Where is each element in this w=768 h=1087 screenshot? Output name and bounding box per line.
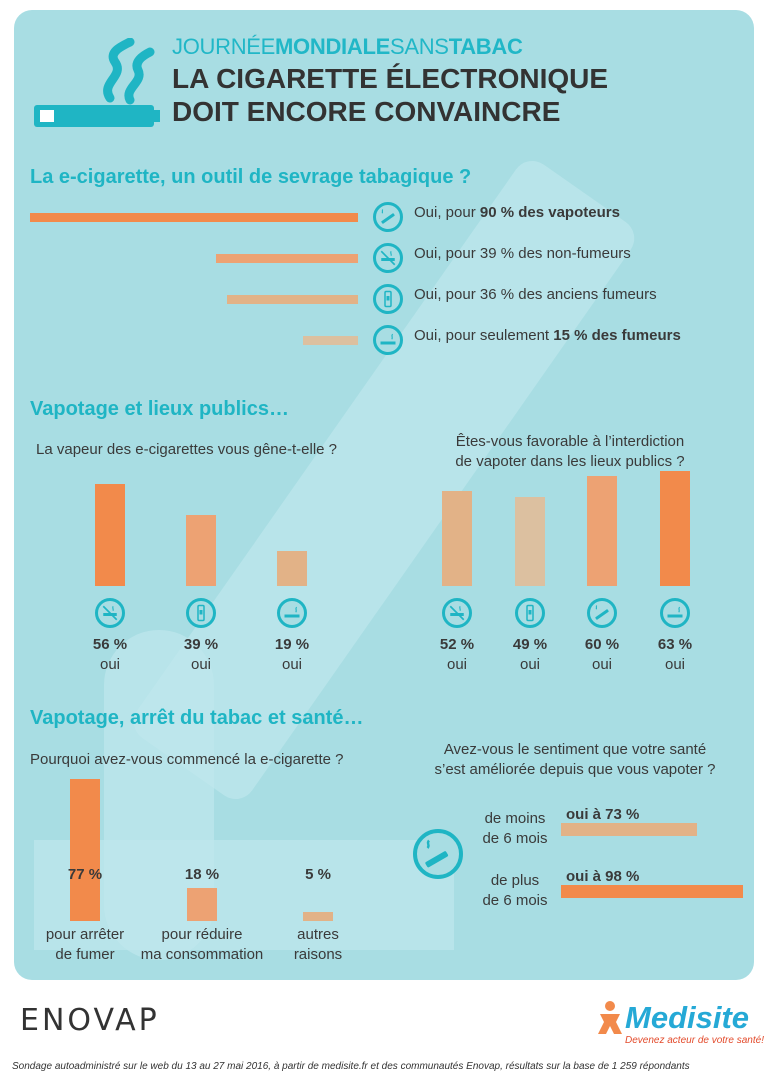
- health-value-label: oui à 98 %: [566, 868, 640, 885]
- svg-text:ENOVAP: ENOVAP: [20, 1003, 160, 1036]
- reason-caption-line: de fumer: [55, 946, 115, 963]
- sevrage-label: [414, 204, 620, 221]
- e-cigarette-icon: [373, 202, 403, 232]
- reason-caption-line: pour arrêter: [45, 926, 125, 943]
- patch-icon: [186, 598, 216, 628]
- lieux-bar: [660, 471, 690, 586]
- health-bar: [561, 823, 697, 836]
- reason-bar: [70, 779, 100, 921]
- lieux-bar: [95, 484, 125, 586]
- lieux-bar: [442, 491, 472, 586]
- section-heading-sevrage: La e-cigarette, un outil de sevrage tabagique ?: [30, 166, 472, 188]
- sevrage-bar: [303, 336, 358, 345]
- cigarette-icon: [373, 325, 403, 355]
- sevrage-label-text: Oui, pour 39 % des non-fumeurs: [414, 245, 631, 262]
- lieux-bar: [587, 476, 617, 586]
- lieux-pct-label: 52 %: [439, 636, 475, 653]
- section-heading-lieux-publics: Vapotage et lieux publics…: [30, 398, 289, 420]
- lieux-oui-label: oui: [281, 656, 303, 673]
- campaign-kicker: JOURNÉEMONDIALESANSTABAC: [172, 34, 523, 59]
- question-interdiction: Êtes-vous favorable à l’interdiction de vapoter dans les lieux publics ?: [455, 433, 685, 470]
- lieux-pct-label: 63 %: [657, 636, 693, 653]
- health-caption-line: de 6 mois: [482, 892, 548, 909]
- sevrage-label: [414, 286, 657, 303]
- health-caption-line: de moins: [484, 810, 546, 827]
- e-cigarette-icon: [587, 598, 617, 628]
- reason-caption-line: raisons: [293, 946, 343, 963]
- lieux-oui-label: oui: [446, 656, 468, 673]
- reason-pct-label: 5 %: [305, 866, 331, 883]
- cigarette-icon: [660, 598, 690, 628]
- reason-caption-line: autres: [297, 926, 339, 943]
- health-bar: [561, 885, 743, 898]
- lieux-oui-label: oui: [591, 656, 613, 673]
- sevrage-bar: [30, 213, 358, 222]
- sevrage-label-text: Oui, pour seulement: [414, 327, 554, 344]
- reason-caption-line: pour réduire: [161, 926, 243, 943]
- question-pourquoi: Pourquoi avez-vous commencé la e-cigarette ?: [30, 751, 344, 768]
- lieux-bar: [277, 551, 307, 586]
- health-caption-line: de plus: [490, 872, 540, 889]
- lieux-bar: [515, 497, 545, 586]
- lieux-oui-label: oui: [190, 656, 212, 673]
- sevrage-label-text: Oui, pour 36 % des anciens fumeurs: [414, 286, 657, 303]
- sevrage-label: [414, 245, 631, 262]
- sevrage-bar: [227, 295, 358, 304]
- e-cigarette-icon: [413, 829, 463, 879]
- health-caption: [470, 871, 560, 911]
- health-caption-line: de 6 mois: [482, 830, 548, 847]
- survey-source-note: Sondage autoadministré sur le web du 13 au 27 mai 2016, à partir de medisite.fr et des communautés Enovap, résultats sur la base de 1 259 répondants: [12, 1061, 690, 1072]
- no-smoking-icon: [442, 598, 472, 628]
- patch-icon: [515, 598, 545, 628]
- lieux-oui-label: oui: [664, 656, 686, 673]
- lieux-pct-label: 19 %: [274, 636, 310, 653]
- sevrage-bar: [216, 254, 358, 263]
- lieux-pct-label: 49 %: [512, 636, 548, 653]
- page-title: LA CIGARETTE ÉLECTRONIQUE DOIT ENCORE CONVAINCRE: [172, 63, 609, 127]
- no-smoking-icon: [373, 243, 403, 273]
- reason-caption: [248, 925, 388, 965]
- section-heading-sante: Vapotage, arrêt du tabac et santé…: [30, 707, 364, 729]
- no-smoking-icon: [95, 598, 125, 628]
- reason-bar: [303, 912, 333, 921]
- question-sante: Avez-vous le sentiment que votre santé s’est améliorée depuis que vous vapoter ?: [434, 741, 716, 778]
- reason-caption-line: ma consommation: [140, 946, 264, 963]
- medisite-tagline: Devenez acteur de votre santé!: [625, 1035, 764, 1046]
- medisite-logo: Medisite: [625, 1000, 750, 1035]
- patch-icon: [373, 284, 403, 314]
- lieux-oui-label: oui: [519, 656, 541, 673]
- question-gene: La vapeur des e-cigarettes vous gêne-t-elle ?: [36, 441, 338, 458]
- sevrage-label: [414, 327, 681, 344]
- health-value-label: oui à 73 %: [566, 806, 640, 823]
- medisite-figure-icon: [596, 1000, 624, 1036]
- lieux-oui-label: oui: [99, 656, 121, 673]
- lieux-bar: [186, 515, 216, 586]
- reason-bar: [187, 888, 217, 921]
- sevrage-label-text: Oui, pour: [414, 204, 480, 221]
- lieux-pct-label: 60 %: [584, 636, 620, 653]
- enovap-logo: [20, 1000, 170, 1044]
- sevrage-label-emphasis: 90 % des vapoteurs: [479, 204, 620, 221]
- lieux-pct-label: 39 %: [183, 636, 219, 653]
- sevrage-label-emphasis: 15 % des fumeurs: [553, 327, 681, 344]
- lieux-pct-label: 56 %: [92, 636, 128, 653]
- e-cigarette-logo-icon: [30, 38, 165, 133]
- health-caption: [470, 809, 560, 849]
- cigarette-icon: [277, 598, 307, 628]
- reason-pct-label: 77 %: [67, 866, 103, 883]
- reason-pct-label: 18 %: [184, 866, 220, 883]
